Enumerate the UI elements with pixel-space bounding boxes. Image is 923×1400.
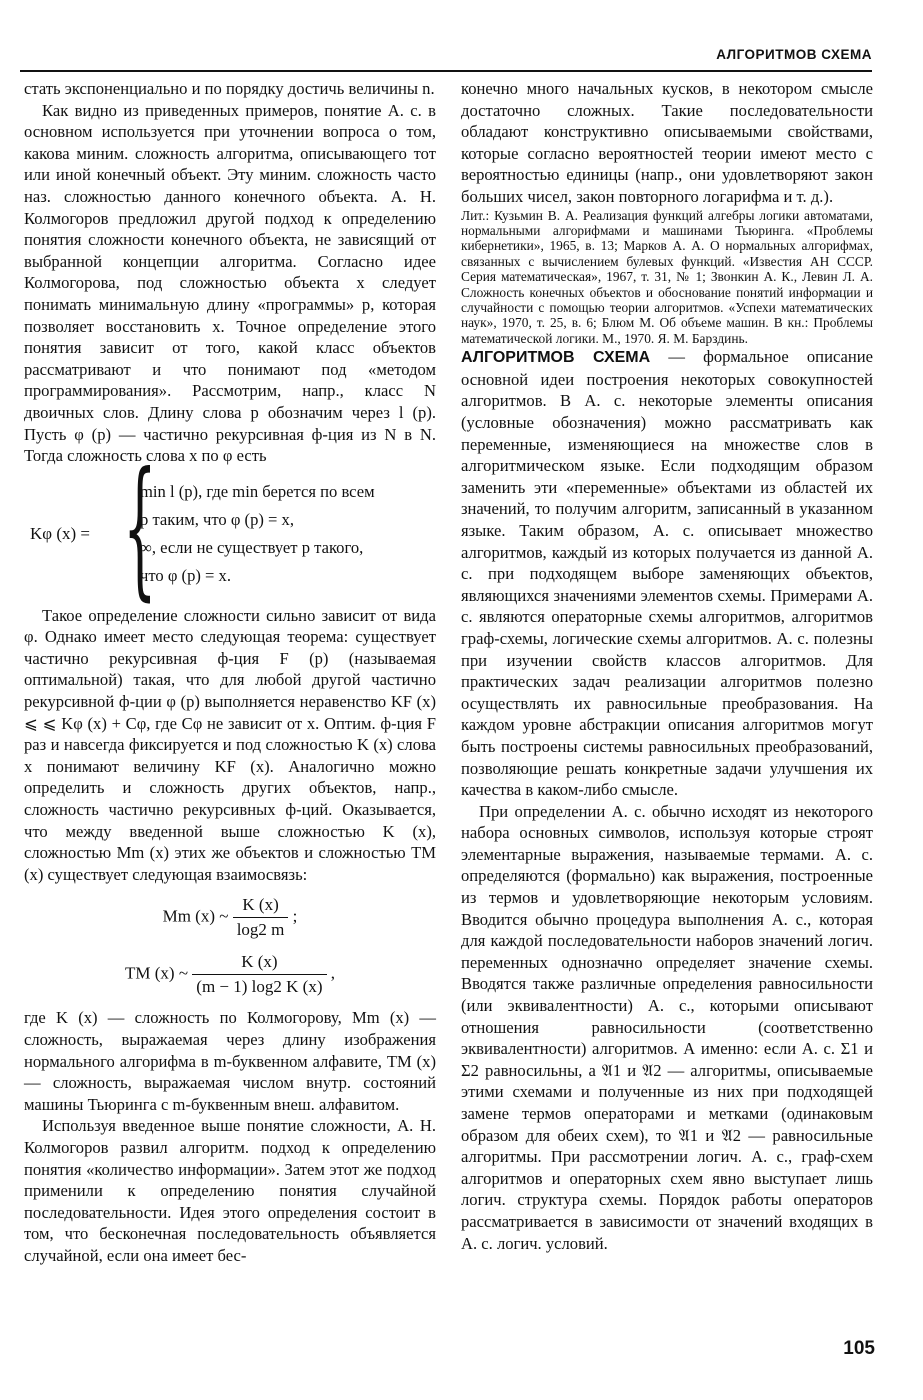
equation-1-fraction [233, 893, 289, 942]
entry-definition: — формальное описание основной идеи построения некоторых совокупностей алгоритмов. В А. с. некоторые элементы описания (условные обозначения) можно рассматривать как переменные, изменяющиеся на множестве слов в алгоритмическом языке. Если подходящим образом заменить эти «переменные» объектами из областей их значений, то получим алгоритм, записанный в указанном языке. Таким образом, А. с. описывает множество алгоритмов, каждый из которых получается из данной А. с. при подходящем выборе заменяющих объектов, являющихся значениями элементов схемы. Примерами А. с. являются операторные схемы алгоритмов, алгоритмов граф-схемы, логические схемы алгоритмов. А. с. полезны при изучении свойств классов алгоритмов. Для практических задач реализации алгоритмов полезно осуществлять их равносильные преобразования. На каждом уровне абстракции описания алгоритмов могут быть построены системы равносильных преобразований, позволяющие решать конкретные задачи улучшения их качества в каком-либо смысле. [461, 347, 874, 800]
formula-case: что φ (p) = x. [140, 565, 231, 585]
equation-2-lhs: TM (x) ~ [125, 963, 189, 983]
right-column [461, 78, 873, 1254]
running-header-title: АЛГОРИТМОВ СХЕМА [716, 47, 872, 62]
formula-lhs: Kφ (x) = [30, 523, 90, 543]
left-column [24, 78, 436, 1267]
formula-brace: { [123, 440, 157, 615]
page-number: 105 [843, 1338, 875, 1359]
equation-2-numerator: K (x) [192, 950, 326, 975]
right-paragraph-1: конечно много начальных кусков, в некотором смысле достаточно сложных. Такие последовательности обладают конструктивно описываемыми свойствами, которые согласно вероятностей теории имеют место с вероятностью единицы (напр., они удовлетворяют закон больших чисел, закон повторного логарифма и т. д.). [461, 79, 873, 206]
left-paragraph-2: Как видно из приведенных примеров, понятие А. с. в основном используется при уточнении вопроса о том, какова миним. сложность алгоритма, описывающего тот или иной конечный объект. Эту миним. сложность часто наз. сложностью данного конечного объекта. А. Н. Колмогоров предложил другой подход к определению понятия сложности конечного объекта, не зависящий от выбранной концепции алгоритма. Согласно идее Колмогорова, под сложностью объекта x следует понимать минимальную длину «программы» p, которая позволяет восстановить x. Точное определение этого понятия зависит от того, какой класс объектов рассматривают и что понимают под «методом программирования». Рассмотрим, напр., класс N двоичных слов. Длину слова p обозначим через l (p). Пусть φ (p) — частично рекурсивная ф-ция из N в N. Тогда сложность слова x по φ есть [24, 100, 436, 466]
entry-title: АЛГОРИТМОВ СХЕМА [461, 349, 651, 367]
equation-1-numerator: K (x) [233, 893, 289, 918]
equation-2-denominator: (m − 1) log2 K (x) [196, 977, 323, 997]
equation-2-tail: , [330, 963, 335, 983]
equation-1-denominator: log2 m [236, 920, 285, 940]
left-paragraph-4: где K (x) — сложность по Колмогорову, Mm (x) — сложность, выражаемая через длину изображения нормального алгорифма в m-буквенном алфавите, TM (x) — сложность, выражаемая числом внутр. состояний машины Тьюринга с m-буквенным внеш. алфавитом. [24, 1008, 436, 1114]
left-paragraph-3: Такое определение сложности сильно зависит от вида φ. Однако имеет место следующая теорема: существует частично рекурсивная ф-ция F (p) (называемая оптимальной) такая, что для любой другой частично рекурсивной ф-ции φ (p) выполняется неравенство KF (x) ⩽ ⩽ Kφ (x) + Cφ, где Cφ не зависит от x. Оптим. ф-ция F раз и навсегда фиксируется и под сложностью K (x) слова x понимают величину KF (x). Аналогично можно определить и сложность других объектов, напр., сложность частично рекурсивных ф-ций. Оказывается, что между введенной выше сложностью K (x), сложностью Mm (x) этих же объектов и сложностью TM (x) существует следующая взаимосвязь: [24, 605, 436, 884]
right-paragraph-3: При определении А. с. обычно исходят из некоторого набора основных символов, используя которые строят элементарные выражения, называемые термами. А. с. определяются (формально) как выражения, построенные из термов и удовлетворяющие некоторым условиям. Вводится обычно процедура выполнения А. с., которая для каждой последовательности наборов значений логич. переменных однозначно определяет значение схемы. Вводятся также различные определения равносильности (или эквивалентности) А. с., которыми описывают отношения равносильности (соответственно эквивалентности) алгоритмов. А именно: если А. с. Σ1 и Σ2 равносильны, а 𝔄1 и 𝔄2 — алгоритмы, описываемые этими схемами и полученные из них при подходящей замене термов операторами и метками (одинаковым образом для обеих схем), то 𝔄1 и 𝔄2 — равносильные алгоритмы. При рассмотрении логич. А. с., граф-схем алгоритмов и операторных схем явно выступает лишь логич. структура схемы. Порядок работы операторов рассматривается в зависимости от значений входящих в А. с. логич. условий. [461, 801, 873, 1253]
formula-case: p таким, что φ (p) = x, [140, 509, 295, 529]
equation-2 [24, 950, 436, 999]
formula-case: min l (p), где min берется по всем [140, 481, 375, 501]
equation-1 [24, 893, 436, 942]
left-paragraph-5: Используя введенное выше понятие сложности, А. Н. Колмогоров развил алгоритм. подход к определению понятия «количество информации». Затем этот же подход применили к определению понятия случайной последовательности. Идея этого определения состоит в том, что бесконечная последовательность объявляется случайной, если она имеет бес- [24, 1116, 436, 1265]
formula-case: ∞, если не существует p такого, [140, 537, 364, 557]
equation-2-fraction [192, 950, 326, 999]
equation-1-tail: ; [292, 906, 298, 926]
equation-1-lhs: Mm (x) ~ [162, 906, 229, 926]
formula-cases [140, 478, 436, 590]
literature-references: Лит.: Кузьмин В. А. Реализация функций алгебры логики автоматами, нормальными алгорифмами и машинами Тьюринга. «Проблемы кибернетики», 1965, в. 13; Марков А. А. О нормальных алгорифмах, связанных с вычислением булевых функций. «Известия АН СССР. Серия математическая», 1967, т. 31, № 1; Звонкин А. К., Левин Л. А. Сложность конечных объектов и обоснование понятий информации и случайности с помощью теории алгоритмов. «Успехи математических наук», 1970, т. 25, в. 6; Блюм М. Об объеме машин. В кн.: Проблемы математической логики. М., 1970. Я. М. Барздинь. [461, 207, 873, 346]
entry-paragraph [461, 346, 873, 800]
left-paragraph-1: стать экспоненциально и по порядку достичь величины n. [24, 79, 435, 98]
running-header [20, 44, 872, 72]
complexity-formula [24, 440, 436, 615]
